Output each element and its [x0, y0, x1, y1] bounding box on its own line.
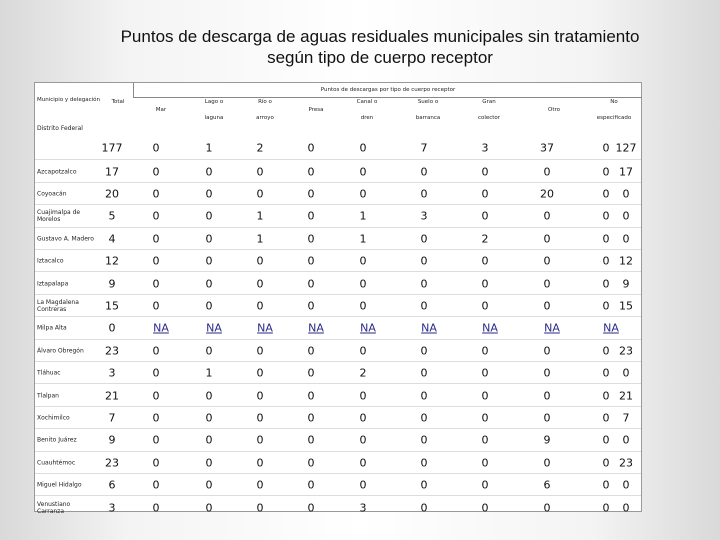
table-cell: 9	[622, 277, 630, 291]
table-cell: 0	[205, 456, 213, 470]
table-cell: 0	[256, 366, 264, 380]
header-gran-1: Gran	[482, 99, 496, 105]
table-cell: 0	[602, 141, 610, 155]
table-cell: NA	[482, 321, 498, 335]
table-cell: 0	[622, 209, 630, 223]
table-cell: 0	[602, 411, 610, 425]
table-cell: 3	[108, 366, 116, 380]
table-cell: 0	[481, 187, 489, 201]
table-cell: 0	[543, 501, 551, 515]
table-cell: 23	[619, 456, 633, 470]
table-cell: 0	[152, 478, 160, 492]
table-cell: 9	[108, 277, 116, 291]
table-cell: 5	[108, 209, 116, 223]
table-cell: 0	[420, 344, 428, 358]
table-cell: 0	[152, 277, 160, 291]
table-cell: 0	[256, 254, 264, 268]
table-cell: NA	[206, 321, 222, 335]
table-cell: 0	[205, 187, 213, 201]
table-cell: 0	[205, 209, 213, 223]
table-cell: 0	[307, 299, 315, 313]
table-row	[35, 495, 641, 518]
table-cell: 0	[622, 232, 630, 246]
table-cell: 0	[152, 433, 160, 447]
table-cell: 20	[540, 187, 554, 201]
table-row	[35, 159, 641, 182]
table-cell: 0	[622, 501, 630, 515]
table-cell: 0	[543, 411, 551, 425]
table-cell: 0	[256, 165, 264, 179]
table-cell: 1	[359, 232, 367, 246]
table-cell: 0	[152, 299, 160, 313]
table-cell: 0	[602, 232, 610, 246]
table-cell: 12	[105, 254, 119, 268]
table-cell: 3	[420, 209, 428, 223]
table-cell: 0	[359, 254, 367, 268]
table-cell: 0	[420, 299, 428, 313]
table-cell: 0	[359, 165, 367, 179]
table-cell: 0	[108, 321, 116, 335]
row-label: Venustiano Carranza	[37, 500, 71, 515]
table-cell: 9	[108, 433, 116, 447]
table-cell: 0	[307, 478, 315, 492]
header-presa: Presa	[308, 107, 324, 113]
table-cell: 0	[256, 456, 264, 470]
table-cell: 0	[420, 478, 428, 492]
table-cell: 0	[543, 299, 551, 313]
table-cell: 0	[481, 433, 489, 447]
table-cell: 3	[359, 501, 367, 515]
header-lago-1: Lago o	[204, 99, 224, 105]
table-cell: 0	[543, 366, 551, 380]
table-cell: 0	[152, 187, 160, 201]
header-municipio: Municipio y delegación	[37, 97, 100, 103]
table-cell: 0	[602, 478, 610, 492]
table-cell: 0	[602, 277, 610, 291]
table-cell: 177	[101, 141, 123, 155]
table-cell: NA	[257, 321, 273, 335]
table-cell: 0	[307, 141, 315, 155]
title-line-1: Puntos de descarga de aguas residuales municipales sin tratamiento	[120, 27, 640, 46]
table-row	[35, 294, 641, 317]
table-cell: 0	[256, 433, 264, 447]
row-label: Iztacalco	[37, 257, 64, 265]
table-row	[35, 361, 641, 384]
table-cell: 0	[307, 165, 315, 179]
table-cell: 0	[622, 187, 630, 201]
table-row	[35, 271, 641, 294]
row-label: Milpa Alta	[37, 324, 67, 332]
table-cell: 0	[481, 389, 489, 403]
table-row	[35, 137, 641, 159]
table-cell: 17	[105, 165, 119, 179]
table-cell: 0	[152, 165, 160, 179]
table-cell: 0	[481, 456, 489, 470]
table-cell: 21	[105, 389, 119, 403]
table-cell: 23	[105, 456, 119, 470]
table-cell: 2	[359, 366, 367, 380]
row-label: Coyoacán	[37, 190, 67, 198]
row-label: Benito Juárez	[37, 436, 77, 444]
table-cell: 0	[205, 299, 213, 313]
table-cell: 0	[420, 389, 428, 403]
table-cell: 0	[481, 277, 489, 291]
table-cell: 0	[152, 344, 160, 358]
table-cell: 0	[420, 411, 428, 425]
header-no-1: No	[610, 99, 618, 105]
table-cell: 0	[602, 254, 610, 268]
table-cell: 127	[615, 141, 637, 155]
table-row	[35, 383, 641, 406]
table-cell: 4	[108, 232, 116, 246]
table-cell: 0	[420, 501, 428, 515]
table-cell: 0	[256, 277, 264, 291]
table-cell: 0	[359, 187, 367, 201]
row-label: Cuajimalpa de Morelos	[37, 209, 81, 224]
table-cell: 0	[307, 411, 315, 425]
table-cell: 0	[622, 433, 630, 447]
row-label: Xochimilco	[37, 414, 70, 422]
header-canal-2: dren	[360, 115, 374, 121]
table-cell: NA	[360, 321, 376, 335]
header-canal-1: Canal o	[356, 99, 378, 105]
table-cell: 0	[256, 501, 264, 515]
table-cell: 0	[256, 187, 264, 201]
table-cell: 20	[105, 187, 119, 201]
table-cell: 0	[481, 209, 489, 223]
header-mar: Mar	[155, 107, 167, 113]
table-cell: 0	[543, 254, 551, 268]
table-cell: NA	[153, 321, 169, 335]
table-row	[35, 428, 641, 451]
table-cell: 0	[205, 254, 213, 268]
table-cell: 17	[619, 165, 633, 179]
table-header	[35, 83, 641, 132]
table-cell: 23	[619, 344, 633, 358]
row-label: La Magdalena Contreras	[37, 298, 79, 313]
table-cell: 0	[307, 209, 315, 223]
table-cell: 0	[205, 277, 213, 291]
table-cell: 0	[205, 433, 213, 447]
table-cell: 0	[420, 456, 428, 470]
header-rio-2: arroyo	[256, 115, 274, 121]
row-label: Gustavo A. Madero	[37, 235, 94, 243]
table-cell: 0	[152, 141, 160, 155]
table-cell: 0	[359, 299, 367, 313]
table-cell: 2	[481, 232, 489, 246]
table-cell: 0	[256, 411, 264, 425]
title-line-2: según tipo de cuerpo receptor	[267, 48, 493, 67]
table-cell: 0	[152, 209, 160, 223]
table-cell: 0	[602, 389, 610, 403]
table-cell: 0	[359, 433, 367, 447]
table-cell: 0	[205, 478, 213, 492]
table-cell: 0	[481, 366, 489, 380]
table-cell: 12	[619, 254, 633, 268]
table-cell: 0	[543, 277, 551, 291]
table-cell: 15	[619, 299, 633, 313]
table-cell: 3	[108, 501, 116, 515]
table-cell: 7	[108, 411, 116, 425]
table-row	[35, 406, 641, 429]
table-cell: 7	[420, 141, 428, 155]
table-cell: 0	[602, 187, 610, 201]
table-cell: 0	[420, 277, 428, 291]
table-cell: 0	[359, 411, 367, 425]
table-cell: 0	[420, 165, 428, 179]
row-label: Cuauhtémoc	[37, 459, 76, 467]
table-cell: 0	[359, 478, 367, 492]
header-rio-1: Río o	[258, 99, 272, 105]
table-cell: 21	[619, 389, 633, 403]
table-cell: 0	[205, 344, 213, 358]
table-cell: 0	[152, 411, 160, 425]
row-label: Miguel Hidalgo	[37, 481, 82, 489]
row-label: Álvaro Obregón	[37, 347, 84, 355]
header-gran-2: colector	[477, 115, 501, 121]
header-suelo-1: Suelo o	[417, 99, 439, 105]
table-row	[35, 204, 641, 227]
header-suelo-2: barranca	[415, 115, 441, 121]
table-cell: 1	[205, 366, 213, 380]
table-cell: 0	[481, 254, 489, 268]
header-lago-2: laguna	[204, 115, 224, 121]
table-cell: 0	[602, 366, 610, 380]
table-cell: 0	[481, 344, 489, 358]
table-cell: 7	[622, 411, 630, 425]
table-cell: 0	[307, 187, 315, 201]
table-cell: 6	[543, 478, 551, 492]
table-cell: 0	[152, 456, 160, 470]
row-label: Azcapotzalco	[37, 168, 77, 176]
table-row	[35, 473, 641, 496]
page-title	[80, 26, 680, 68]
table-cell: 0	[152, 501, 160, 515]
table-cell: 0	[256, 389, 264, 403]
table-cell: 0	[205, 165, 213, 179]
table-cell: 0	[359, 344, 367, 358]
table-cell: 0	[307, 366, 315, 380]
table-cell: 0	[307, 389, 315, 403]
table-cell: 0	[481, 411, 489, 425]
table-cell: 0	[602, 209, 610, 223]
table-cell: NA	[421, 321, 437, 335]
table-cell: 0	[359, 277, 367, 291]
table-cell: 0	[602, 344, 610, 358]
table-cell: 0	[543, 456, 551, 470]
header-total: Total	[111, 99, 125, 105]
table-cell: 0	[205, 232, 213, 246]
header-no-2: especificado	[596, 115, 632, 121]
row-label: Tláhuac	[37, 369, 61, 377]
data-table	[34, 82, 642, 515]
table-cell: 0	[481, 299, 489, 313]
table-cell: 0	[307, 501, 315, 515]
table-cell: 0	[481, 478, 489, 492]
table-cell: 0	[602, 456, 610, 470]
table-cell: 0	[602, 433, 610, 447]
table-row	[35, 182, 641, 205]
table-cell: 23	[105, 344, 119, 358]
table-cell: 0	[543, 232, 551, 246]
table-cell: 0	[622, 366, 630, 380]
table-row	[35, 249, 641, 272]
table-cell: 0	[359, 389, 367, 403]
table-cell: 0	[543, 389, 551, 403]
table-cell: 0	[152, 366, 160, 380]
table-cell: 0	[152, 232, 160, 246]
header-main: Puntos de descargas por tipo de cuerpo receptor	[133, 83, 642, 98]
table-cell: 37	[540, 141, 554, 155]
table-cell: 0	[602, 501, 610, 515]
table-cell: 0	[543, 209, 551, 223]
table-row	[35, 316, 641, 339]
table-cell: 0	[307, 254, 315, 268]
table-cell: 0	[420, 433, 428, 447]
table-cell: 0	[307, 433, 315, 447]
table-cell: 0	[307, 456, 315, 470]
table-cell: 2	[256, 141, 264, 155]
table-cell: 0	[205, 389, 213, 403]
table-cell: 0	[359, 456, 367, 470]
table-cell: 0	[256, 299, 264, 313]
table-cell: 3	[481, 141, 489, 155]
table-cell: 0	[420, 254, 428, 268]
table-cell: 0	[205, 501, 213, 515]
table-row	[35, 451, 641, 474]
table-cell: 0	[307, 277, 315, 291]
table-cell: 0	[256, 478, 264, 492]
row-label: Iztapalapa	[37, 280, 69, 288]
table-cell: 0	[602, 299, 610, 313]
table-cell: 0	[420, 232, 428, 246]
table-cell: 0	[307, 344, 315, 358]
table-row	[35, 227, 641, 250]
table-cell: 0	[152, 254, 160, 268]
table-cell: 0	[481, 501, 489, 515]
table-cell: NA	[544, 321, 560, 335]
table-cell: 1	[205, 141, 213, 155]
table-cell: 9	[543, 433, 551, 447]
header-distrito-federal: Distrito Federal	[37, 125, 83, 132]
table-cell: 0	[307, 232, 315, 246]
table-cell: 0	[543, 344, 551, 358]
table-cell: 0	[359, 141, 367, 155]
table-cell: 0	[420, 187, 428, 201]
table-cell: 0	[420, 366, 428, 380]
table-cell: NA	[603, 321, 619, 335]
table-cell: 1	[256, 209, 264, 223]
header-otro: Otro	[548, 107, 560, 113]
table-cell: 1	[256, 232, 264, 246]
table-cell: 0	[205, 411, 213, 425]
table-cell: 15	[105, 299, 119, 313]
table-cell: 0	[602, 165, 610, 179]
table-cell: NA	[308, 321, 324, 335]
table-row	[35, 339, 641, 362]
table-cell: 6	[108, 478, 116, 492]
table-cell: 0	[622, 478, 630, 492]
row-label: Tlalpan	[37, 392, 59, 400]
table-cell: 0	[152, 389, 160, 403]
table-cell: 0	[543, 165, 551, 179]
table-cell: 0	[481, 165, 489, 179]
table-cell: 1	[359, 209, 367, 223]
table-cell: 0	[256, 344, 264, 358]
